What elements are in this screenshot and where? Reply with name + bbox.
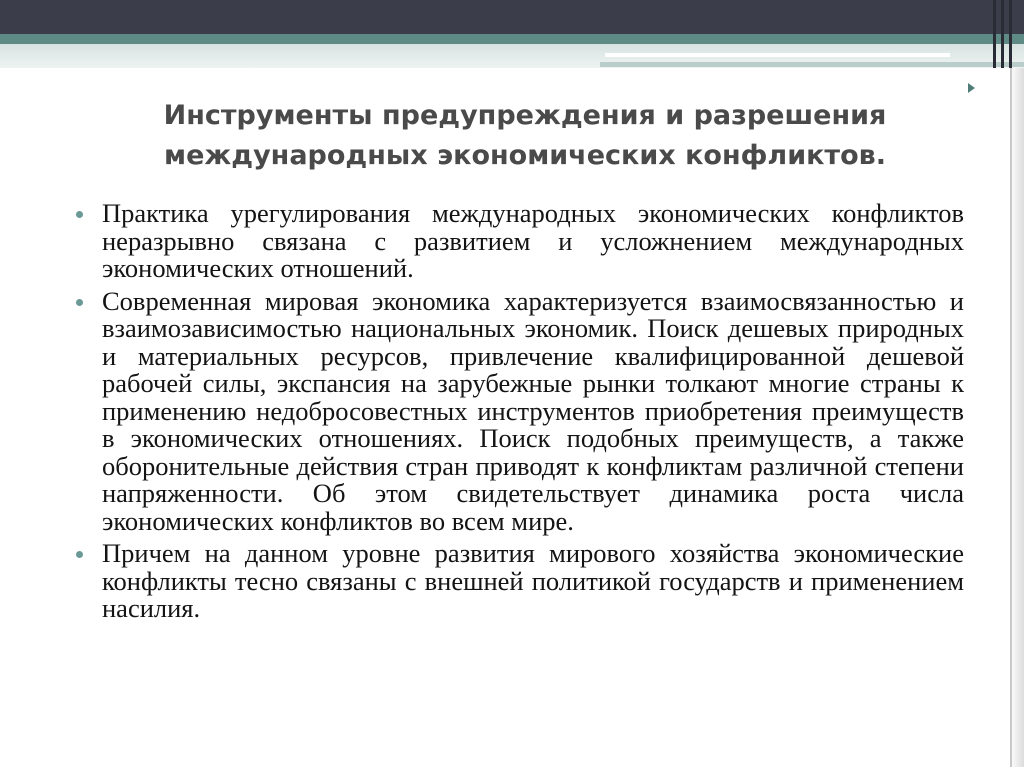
page-edge-line (1010, 68, 1012, 767)
bullet-text: Практика урегулирования международных экономических конфликтов неразрывно связана с развитием и усложнением международных экономических отношений. (102, 198, 964, 283)
header-accent-line (605, 53, 950, 57)
page-edge-shadow (1010, 68, 1024, 767)
header-accent-line (600, 62, 1024, 67)
triangle-right-icon (968, 83, 975, 93)
bullet-text: Причем на данном уровне развития мирового хозяйства экономические конфликты тесно связаны с внешней политикой государств и применением насилия. (102, 538, 964, 623)
bullet-text: Современная мировая экономика характеризуется взаимосвязанностью и взаимозависимостью национальных экономик. Поиск дешевых природных и материальных ресурсов, привлечение квалифицированной дешевой рабочей силы, экспансия на зарубежные рынки толкают многие страны к применению недобросовестных инструментов приобретения преимуществ в экономических отношениях. Поиск подобных преимуществ, а также оборонительные действия стран приводят к конфликтам различной степени напряженности. Об этом свидетельствует динамика роста числа экономических конфликтов во всем мире. (102, 285, 964, 536)
dot-icon (76, 299, 83, 306)
bullet-item (98, 285, 964, 536)
dot-icon (76, 211, 83, 218)
header-band-dark (0, 0, 1024, 34)
bullet-item (98, 540, 964, 623)
slide-title (90, 96, 960, 176)
header-band-teal (0, 34, 1024, 44)
bullet-item (98, 200, 964, 283)
header-stripe (1001, 0, 1004, 68)
title-line-2: международных экономических конфликтов. (164, 140, 886, 171)
bullet-list (98, 200, 964, 628)
dot-icon (76, 551, 83, 558)
title-line-1: Инструменты предупреждения и разрешения (163, 100, 887, 131)
header-stripe (993, 0, 996, 68)
header-stripe (1009, 0, 1012, 68)
